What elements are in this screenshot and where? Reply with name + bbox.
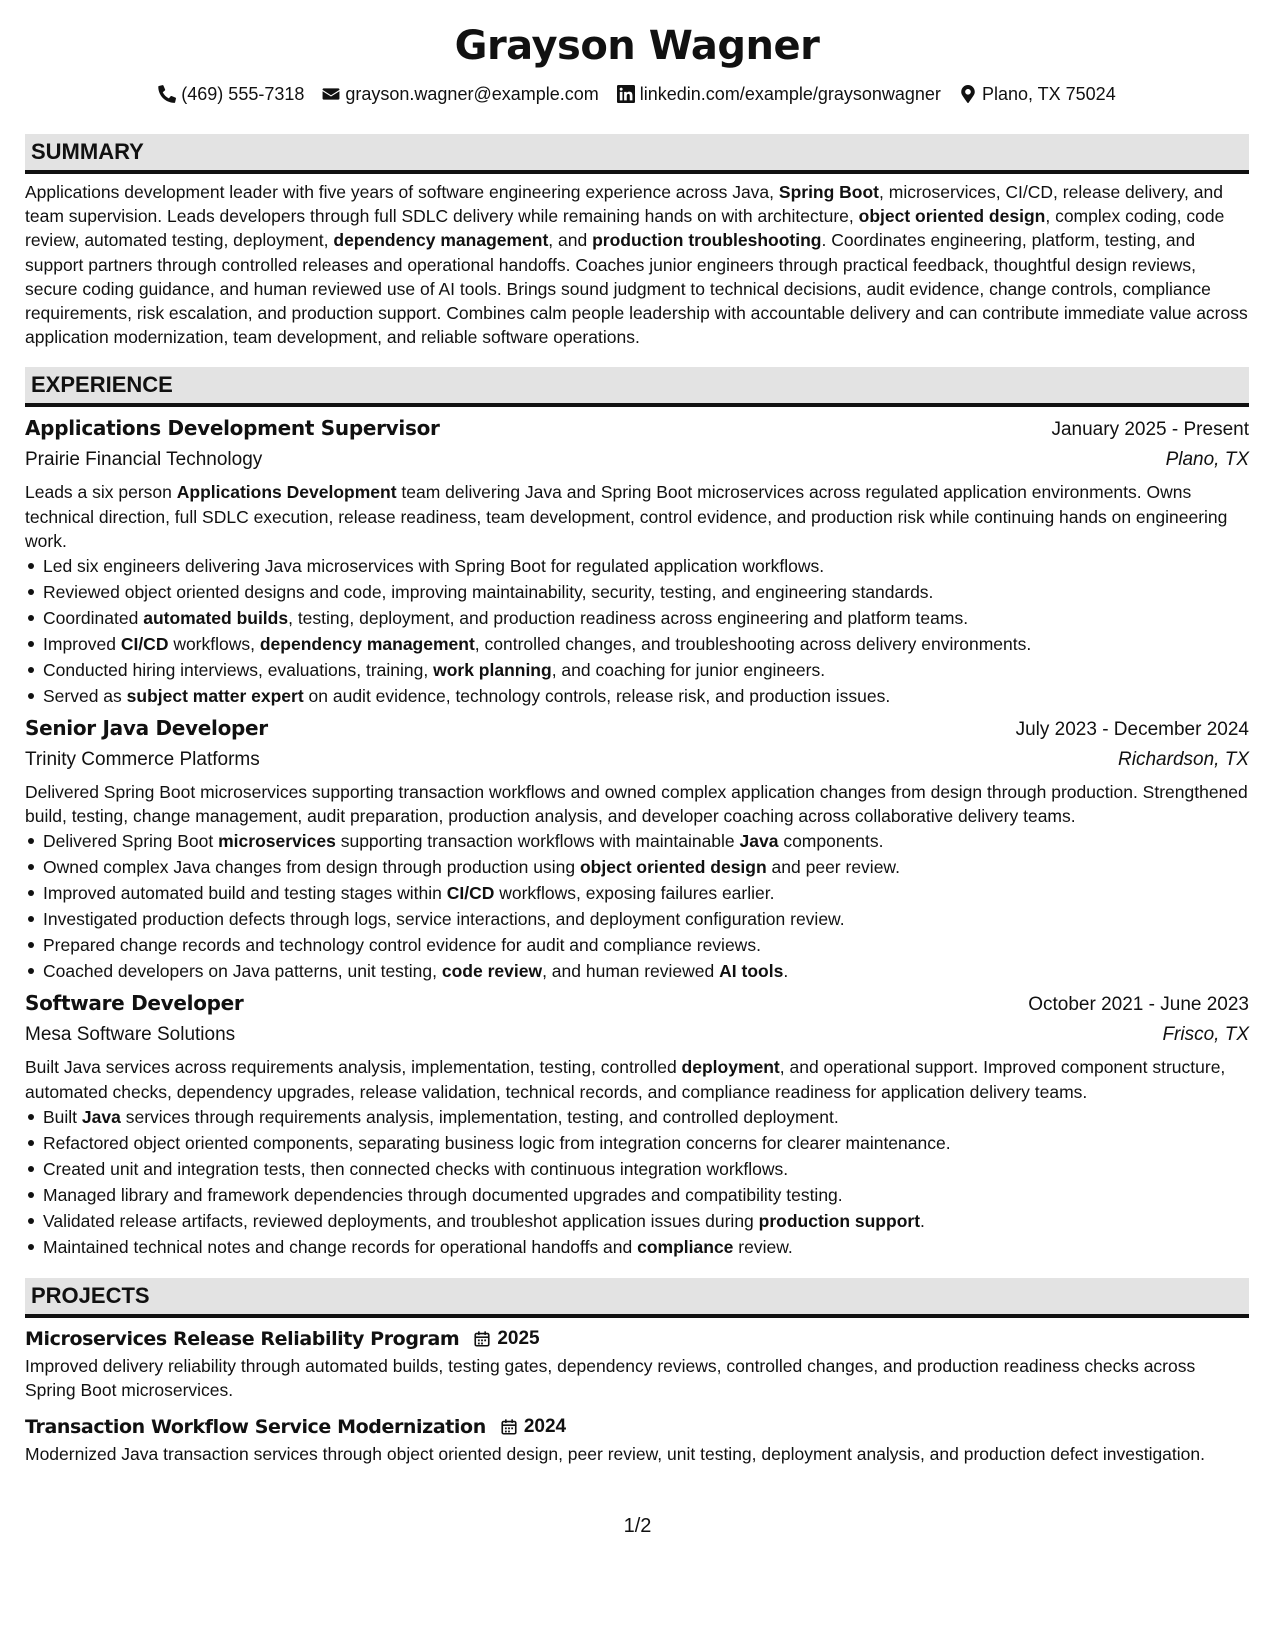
bullet-item [25, 1104, 1249, 1130]
text-run: on audit evidence, technology controls, release risk, and production issues. [303, 686, 891, 707]
map-pin-icon [959, 85, 977, 103]
bullet-item [25, 932, 1249, 958]
company-name: Mesa Software Solutions [25, 1024, 236, 1046]
text-run: , and [548, 230, 593, 251]
bold-keyword: production troubleshooting [592, 230, 822, 251]
text-run: team delivering Java and Spring Boot microservices across regulated application environments. Owns technical direction, full SDLC execution, release readiness, team development, control evidence, and production risk while continuing hands on engineering work. [25, 482, 1228, 551]
email-address: grayson.wagner@example.com [345, 84, 599, 104]
bold-keyword: production support [758, 1210, 921, 1231]
text-run: Refactored object oriented components, separating business logic from integration concerns for clearer maintenance. [43, 1132, 951, 1153]
bullet-item [25, 828, 1249, 854]
linkedin-url: linkedin.com/example/graysonwagner [639, 84, 941, 104]
text-run: review. [733, 1236, 793, 1257]
bold-keyword: Java [739, 831, 779, 852]
location-text: Plano, TX 75024 [981, 84, 1116, 104]
text-run: Delivered Spring Boot [43, 831, 219, 852]
text-run: , and operational support. Improved component structure, automated checks, dependency upgrades, release validation, technical records, and compliance readiness for application delivery teams. [25, 1057, 1226, 1102]
contact-bar [25, 82, 1249, 106]
job-bullets [25, 1104, 1249, 1260]
bullet-item [25, 605, 1249, 631]
bold-keyword: deployment [681, 1057, 780, 1078]
bullet-item [25, 958, 1249, 984]
bold-keyword: Java [81, 1106, 121, 1127]
bold-keyword: AI tools [719, 961, 784, 982]
bullet-item [25, 906, 1249, 932]
bold-keyword: compliance [637, 1236, 734, 1257]
text-run: Maintained technical notes and change records for operational handoffs and [43, 1236, 638, 1257]
text-run: Leads a six person [25, 482, 177, 503]
job-location: Plano, TX [1165, 449, 1249, 471]
job-title: Applications Development Supervisor [25, 416, 440, 441]
text-run: Reviewed object oriented designs and code, improving maintainability, security, testing, and engineering standards. [43, 582, 934, 603]
projects-heading: PROJECTS [25, 1278, 1249, 1318]
bullet-item [25, 579, 1249, 605]
text-run: Managed library and framework dependencies through documented upgrades and compatibility testing. [43, 1184, 843, 1205]
job-dates: October 2021 - June 2023 [1028, 994, 1249, 1016]
bold-keyword: automated builds [143, 608, 289, 629]
job-summary [25, 1055, 1249, 1103]
bullet-item [25, 1208, 1249, 1234]
bold-keyword: Spring Boot [778, 182, 880, 202]
bullet-item [25, 631, 1249, 657]
text-run: Served as [43, 686, 127, 707]
contact-location [959, 82, 1116, 106]
text-run: Created unit and integration tests, then connected checks with continuous integration workflows. [43, 1158, 789, 1179]
job-entry [25, 713, 1249, 984]
job-title: Senior Java Developer [25, 716, 268, 741]
job-title: Software Developer [25, 991, 244, 1016]
text-run: Coordinated [43, 608, 144, 629]
text-run: Applications development leader with five years of software engineering experience across Java, [25, 182, 779, 202]
bold-keyword: Applications Development [176, 482, 397, 503]
job-dates: July 2023 - December 2024 [1015, 719, 1249, 741]
job-bullets [25, 828, 1249, 984]
text-run: , and human reviewed [542, 961, 720, 982]
project-title: Microservices Release Reliability Program [25, 1327, 460, 1350]
page-number: 1/2 [623, 1515, 652, 1537]
bold-keyword: code review [441, 961, 543, 982]
text-run: Led six engineers delivering Java microservices with Spring Boot for regulated application workflows. [43, 556, 825, 577]
text-run: workflows, exposing failures earlier. [494, 883, 775, 904]
text-run: , controlled changes, and troubleshooting across delivery environments. [474, 634, 1032, 655]
job-entry [25, 988, 1249, 1259]
calendar-icon [500, 1418, 518, 1436]
bold-keyword: CI/CD [120, 634, 169, 655]
summary-heading: SUMMARY [25, 134, 1249, 174]
job-location: Frisco, TX [1162, 1024, 1249, 1046]
text-run: Coached developers on Java patterns, unit testing, [43, 961, 442, 982]
phone-icon [158, 85, 176, 103]
bullet-item [25, 1182, 1249, 1208]
text-run: supporting transaction workflows with maintainable [335, 831, 740, 852]
text-run: Improved automated build and testing stages within [43, 883, 447, 904]
bold-keyword: subject matter expert [126, 686, 304, 707]
text-run: , microservices, CI/CD, release delivery, and team supervision. Leads developers through full SDLC delivery while remaining hands on with architecture, [25, 182, 1223, 227]
project-date [473, 1324, 539, 1354]
candidate-name: Grayson Wagner [454, 23, 820, 69]
envelope-icon [322, 85, 340, 103]
experience-list [25, 413, 1249, 1259]
contact-phone[interactable] [158, 82, 304, 106]
text-run: , complex coding, code review, automated testing, deployment, [25, 206, 1225, 251]
text-run: workflows, [168, 634, 260, 655]
project-description: Modernized Java transaction services through object oriented design, peer review, unit testing, deployment analysis, and production defect investigation. [25, 1444, 1205, 1465]
text-run: Built [43, 1106, 82, 1127]
bullet-item [25, 553, 1249, 579]
bullet-item [25, 657, 1249, 683]
text-run: . Coordinates engineering, platform, testing, and support partners through controlled releases and operational handoffs. Coaches junior engineers through practical feedback, thoughtful design reviews, secure coding guidance, and human reviewed use of AI tools. Brings sound judgment to technical decisions, audit evidence, change controls, compliance requirements, risk escalation, and production support. Combines calm people leadership with accountable delivery and can contribute immediate value across application modernization, team development, and reliable software operations. [25, 230, 1248, 348]
contact-email[interactable] [322, 82, 598, 106]
project-title: Transaction Workflow Service Modernization [25, 1416, 486, 1439]
project-date [500, 1412, 566, 1442]
bold-keyword: dependency management [333, 230, 549, 251]
bullet-item [25, 683, 1249, 709]
company-name: Prairie Financial Technology [25, 449, 263, 471]
bold-keyword: microservices [218, 831, 336, 852]
calendar-icon [473, 1330, 491, 1348]
text-run: Conducted hiring interviews, evaluations, training, [43, 660, 434, 681]
bold-keyword: object oriented design [858, 206, 1046, 227]
project-list [25, 1324, 1249, 1467]
bullet-item [25, 854, 1249, 880]
text-run: . [783, 961, 789, 982]
bold-keyword: dependency management [259, 634, 475, 655]
text-run: components. [778, 831, 884, 852]
project-description: Improved delivery reliability through automated builds, testing gates, dependency reviews, controlled changes, and production readiness checks across Spring Boot microservices. [25, 1355, 1196, 1401]
job-dates: January 2025 - Present [1051, 419, 1249, 441]
resume-page [25, 20, 1249, 1466]
text-run: Improved [43, 634, 121, 655]
text-run: and peer review. [766, 857, 900, 878]
text-run: Validated release artifacts, reviewed deployments, and troubleshot application issues during [43, 1210, 759, 1231]
job-summary [25, 480, 1249, 553]
bullet-item [25, 1234, 1249, 1260]
company-name: Trinity Commerce Platforms [25, 749, 260, 771]
bold-keyword: CI/CD [446, 883, 495, 904]
project-year: 2025 [497, 1327, 540, 1349]
text-run: , and coaching for junior engineers. [551, 660, 826, 681]
bold-keyword: work planning [433, 660, 552, 681]
linkedin-icon [617, 85, 635, 103]
text-run: . [920, 1210, 925, 1231]
job-location: Richardson, TX [1118, 749, 1249, 771]
contact-linkedin[interactable] [617, 82, 941, 106]
phone-number: (469) 555-7318 [181, 84, 305, 104]
summary-text [25, 180, 1249, 349]
bullet-item [25, 880, 1249, 906]
bullet-item [25, 1156, 1249, 1182]
text-run: Delivered Spring Boot microservices supporting transaction workflows and owned complex application changes from design through production. Strengthened build, testing, change management, audit preparation, production analysis, and developer coaching across collaborative delivery teams. [25, 782, 1248, 827]
job-summary [25, 780, 1249, 828]
bold-keyword: object oriented design [579, 857, 767, 878]
project-entry [25, 1324, 1249, 1402]
job-entry [25, 413, 1249, 709]
job-bullets [25, 553, 1249, 709]
bullet-item [25, 1130, 1249, 1156]
experience-heading: EXPERIENCE [25, 367, 1249, 407]
project-year: 2024 [523, 1416, 567, 1438]
project-entry [25, 1412, 1249, 1466]
text-run: Prepared change records and technology control evidence for audit and compliance reviews. [43, 935, 761, 956]
text-run: Built Java services across requirements analysis, implementation, testing, controlled [25, 1057, 682, 1078]
text-run: , testing, deployment, and production readiness across engineering and platform teams. [288, 608, 969, 629]
text-run: Owned complex Java changes from design through production using [43, 857, 580, 878]
text-run: services through requirements analysis, implementation, testing, and controlled deployment. [120, 1106, 839, 1127]
text-run: Investigated production defects through logs, service interactions, and deployment configuration review. [43, 909, 845, 930]
